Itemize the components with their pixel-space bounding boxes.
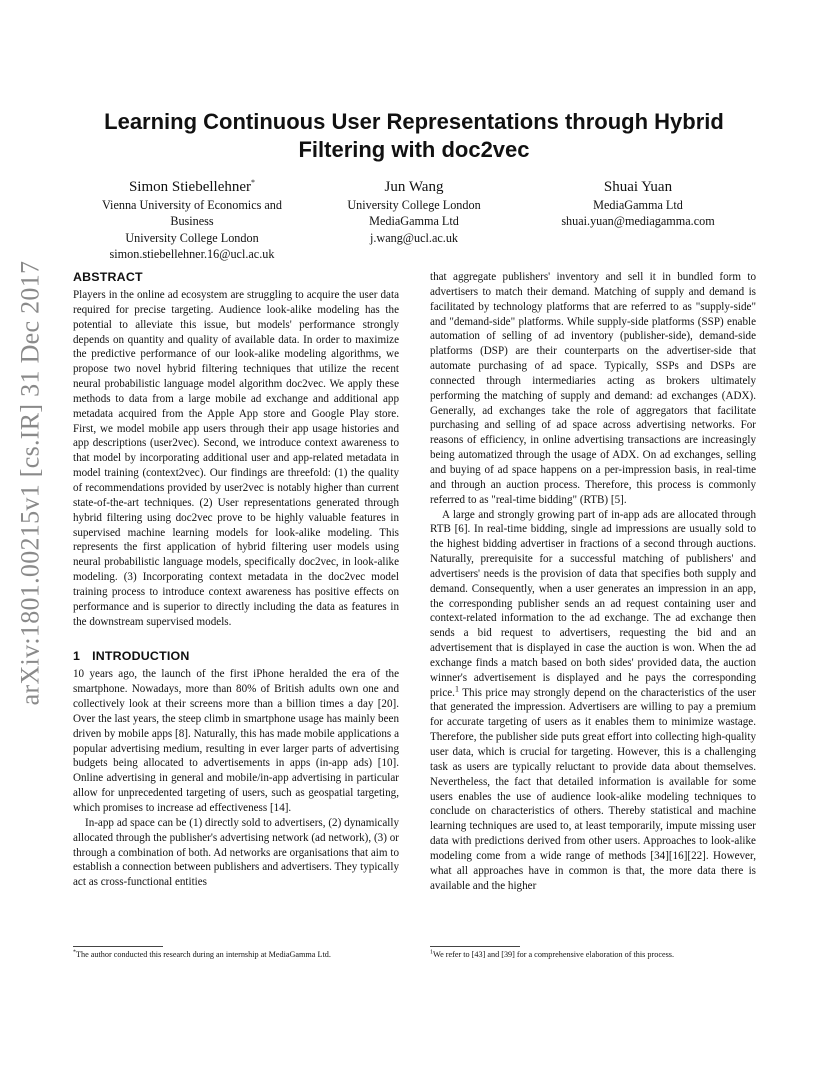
abstract-text: Players in the online ad ecosystem are struggling to acquire the user data required for precise targeting. Audience look-alike modeling has the potential to alleviate this issue, but models' performance strongly depends on quantity and quality of available data. In order to maximize the predictive performance of our look-alike modeling algorithms, we propose two novel hybrid filtering techniques that utilize the recent neural probabilistic language model algorithm doc2vec. We apply these methods to data from a large mobile ad exchange and additional app metadata acquired from the Apple App store and Google Play store. First, we model mobile app users through their app usage histories and app descriptions (user2vec). Second, we introduce context awareness to that model by incorporating additional user and app-related metadata in model training (context2vec). Our findings are threefold: (1) the quality of recommendations provided by user2vec is notably higher than current state-of-the-art techniques. (2) User representations generated through hybrid filtering using doc2vec prove to be highly valuable features in supervised machine learning models for look-alike modeling. This represents the first application of hybrid filtering user models using neural probabilistic language models, specifically doc2vec, in look-alike modeling. (3) Incorporating context metadata in the doc2vec model training process to introduce context awareness has positive effects on performance and is superior to directly including the data as features in the downstream supervised models. xyxy=(73,289,399,628)
section-number: 1 xyxy=(73,649,81,664)
author-block xyxy=(70,178,758,268)
left-column xyxy=(73,270,399,890)
author-affiliation: Business xyxy=(170,214,214,229)
footnote-marker: 1 xyxy=(454,683,459,693)
footnote-left: *The author conducted this research during an internship at MediaGamma Ltd. xyxy=(73,949,331,959)
author-marker: * xyxy=(251,178,256,187)
intro-heading xyxy=(73,649,399,663)
intro-paragraph-4: A large and strongly growing part of in-app ads are allocated through RTB [6]. In real-time bidding, single ad impressions are usually sold to the highest bidding advertiser in fractions of a second through auctions. Naturally, prerequisite for a successful matching of publishers' and advertisers' needs is the provision of data that specifies both supply and demand. Consequently, when a user generates an impression in an app, the corresponding publisher sends an ad request containing user and context-related information to the ad exchange. The ad exchange then sends a bid request to advertisers, requesting the bid and an advertisement that is displayed in case the auction is won. When the ad exchange finds a match based on both sides' provided data, the auction winner's advertisement is displayed and he pays the corresponding price.$^1$ This price may strongly depend on the characteristics of the user that generated the impression. Advertisers are willing to pay a premium for accurate targeting of users as it enables them to minimize wastage. Therefore, the publisher side puts great effort into collecting high-quality user data, which is crucial for targeting. However, this is a challenging task as users are typically reluctant to provide data about themselves. Nevertheless, the fact that detailed information is available for some users enables the use of audience look-alike modeling techniques to conclude on characteristics of others. Thereby statistical and machine learning techniques are used to, at least temporarily, impute missing user data with predictions derived from other users. Approaches to look-alike modeling come from a wide range of methods [34][16][22]. However, what all approaches have in common is that, the more data there is available and the higher xyxy=(430,508,756,892)
author-name: Shuai Yuan xyxy=(603,179,673,195)
footnote-rule xyxy=(73,946,163,947)
author-affiliation: University College London xyxy=(125,230,259,245)
author-affiliation: MediaGamma Ltd xyxy=(593,198,683,212)
author-email: simon.stiebellehner.16@ucl.ac.uk xyxy=(109,247,275,262)
author-email: j.wang@ucl.ac.uk xyxy=(369,230,459,245)
intro-paragraph-2: In-app ad space can be (1) directly sold to advertisers, (2) dynamically allocated through the publisher's advertising network (ad network), (3) or through a combination of both. Ad networks are organisations that aim to establish a connection between publishers and advertisers. They typically act as cross-functional entities xyxy=(73,816,399,889)
abstract-heading: ABSTRACT xyxy=(73,270,143,284)
author-affiliation: MediaGamma Ltd xyxy=(369,214,459,229)
author-name: Jun Wang xyxy=(384,179,444,195)
right-column xyxy=(430,270,756,893)
arxiv-stamp xyxy=(10,260,50,705)
paper-title: Learning Continuous User Representations through Hybrid Filtering with doc2vec xyxy=(104,109,724,162)
arxiv-stamp-text: arXiv:1801.00215v1 [cs.IR] 31 Dec 2017 xyxy=(15,260,44,705)
author-affiliation: University College London xyxy=(347,198,481,212)
author-name: Simon Stiebellehner* xyxy=(128,178,256,195)
author-2 xyxy=(314,178,514,246)
author-1 xyxy=(72,178,312,263)
intro-paragraph-3: that aggregate publishers' inventory and sell it in bundled form to advertisers to match their demand. Matching of supply and demand is facilitated by technology platforms that are referred to as "supply-side" and "demand-side" platforms. While supply-side platforms (SSP) enable automation of selling of ad inventory (publisher-side), demand-side platforms (DSP) are their counterparts on the advertiser-side that automate purchasing of ad space. Typically, SSPs and DSPs are connected through intermediaries acting as brokers ultimately performing the matching of supply and demand: ad exchanges (ADX). Generally, ad exchanges take the role of aggregators that facilitate purchasing and selling of ad space across advertising networks. For reasons of efficiency, in online advertising transactions are increasingly being automatized through the usage of ADX. On ad exchanges, selling and buying of ad space happens on a per-impression basis, in real-time and through an auction process. Therefore, this process is commonly referred to as "real-time bidding" (RTB) [5]. xyxy=(430,271,756,506)
author-email: shuai.yuan@mediagamma.com xyxy=(561,214,715,229)
footnote-rule xyxy=(430,946,520,947)
author-3 xyxy=(518,178,758,230)
intro-paragraph-1: 10 years ago, the launch of the first iPhone heralded the era of the smartphone. Nowadays, more than 80% of British adults own one and collectively look at their screens more than a billion times a day [20]. Over the last years, the steep climb in smartphone usage has mainly been driven by mobile apps [8]. Naturally, this has made mobile applications a popular advertising medium, resulting in ever larger parts of advertising budgets being allocated to advertisements in apps (in-app ads) [10]. Online advertising in general and mobile/in-app advertising in particular allow for unprecedented targeting of users, such as geospatial targeting, which promises to increase ad effectiveness [14]. xyxy=(73,668,399,814)
section-title: INTRODUCTION xyxy=(92,649,190,664)
footnote-right: $^1$We refer to [43] and [39] for a comprehensive elaboration of this process. xyxy=(430,949,675,959)
author-affiliation: Vienna University of Economics and xyxy=(101,198,282,212)
